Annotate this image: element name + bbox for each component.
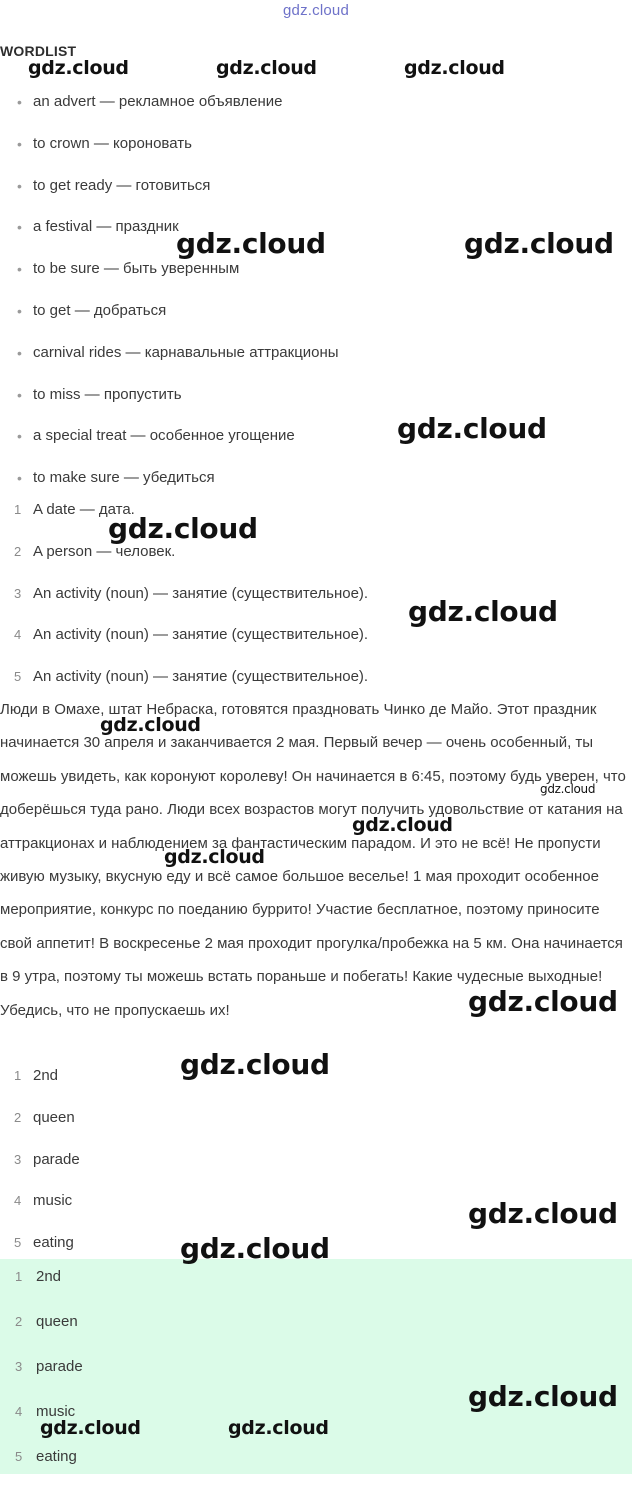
answer-item: 4 music xyxy=(15,1403,76,1420)
watermark: gdz.cloud xyxy=(404,57,505,79)
question-item: 4 An activity (noun) — занятие (существительное). xyxy=(14,626,369,644)
list-item: • to get ready — готовиться xyxy=(0,172,632,214)
list-item: • to crown — короновать xyxy=(0,130,632,172)
list-item: • a special treat — особенное угощение xyxy=(0,422,632,464)
watermark: gdz.cloud xyxy=(164,846,265,868)
watermark: gdz.cloud xyxy=(468,1197,618,1230)
answer-item: 1 2nd xyxy=(14,1067,59,1084)
watermark: gdz.cloud xyxy=(397,412,547,445)
bullet-icon: • xyxy=(17,344,22,361)
bullet-icon: • xyxy=(17,177,22,194)
watermark: gdz.cloud xyxy=(352,814,453,836)
watermark: gdz.cloud xyxy=(108,512,258,545)
watermark: gdz.cloud xyxy=(40,1417,141,1439)
list-item: • to get — добраться xyxy=(0,297,632,339)
list-item: • a festival — праздник xyxy=(0,213,632,255)
watermark: gdz.cloud xyxy=(180,1048,330,1081)
watermark: gdz.cloud xyxy=(180,1232,330,1265)
highlighted-answer-box xyxy=(0,1259,632,1474)
answer-item: 3 parade xyxy=(14,1150,80,1168)
bullet-icon: • xyxy=(17,219,22,236)
watermark: gdz.cloud xyxy=(408,595,558,628)
highlighted-answer-list xyxy=(0,1263,632,1488)
watermark: gdz.cloud xyxy=(468,985,618,1018)
question-item: 2 A person — человек. xyxy=(14,542,176,560)
watermark: gdz.cloud xyxy=(464,227,614,260)
site-logo-link[interactable]: gdz.cloud xyxy=(282,2,349,19)
bullet-icon: • xyxy=(17,386,22,403)
answer-item: 2 queen xyxy=(14,1108,75,1126)
answer-item: 2 queen xyxy=(15,1313,78,1330)
list-item: • an advert — рекламное объявление xyxy=(0,88,632,130)
bullet-icon: • xyxy=(17,94,22,110)
wordlist-heading: WORDLIST xyxy=(0,43,77,59)
list-item: • to miss — пропустить xyxy=(0,381,632,423)
answer-item: 5 eating xyxy=(14,1234,74,1252)
watermark: gdz.cloud xyxy=(216,57,317,79)
list-item: • carnival rides — карнавальные аттракционы xyxy=(0,339,632,381)
bullet-icon: • xyxy=(17,261,22,278)
watermark: gdz.cloud xyxy=(28,57,129,79)
watermark: gdz.cloud xyxy=(176,227,326,260)
answer-item: 4 music xyxy=(14,1192,73,1210)
question-item: 5 An activity (noun) — занятие (существительное). xyxy=(14,668,369,686)
list-item: • to make sure — убедиться xyxy=(0,464,632,506)
translation-paragraph: Люди в Омахе, штат Небраска, готовятся праздновать Чинко де Майо. Этот праздник начинается 30 апреля и заканчивается 2 мая. Первый вечер — очень особенный, ты можешь увидеть, как коронуют королеву! Он начинается в 6:45, поэтому будь уверен, что доберёшься туда рано. Люди всех возрастов могут получить удовольствие от катания на аттракционах и наблюдением за фантастическим парадом. И это не всё! Не пропусти живую музыку, вкусную еду и всё самое большое веселье! 1 мая проходит особенное мероприятие, конкурс по поеданию буррито! Участие бесплатное, поэтому приносите свой аппетит! В воскресенье 2 мая проходит прогулка/пробежка на 5 км. Она начинается в 9 утра, поэтому ты можешь встать пораньше и побегать! Какие чудесные выходные! Убедись, что не пропускаешь их! xyxy=(0,701,626,1019)
bullet-icon: • xyxy=(17,135,22,152)
question-item: 3 An activity (noun) — занятие (существительное). xyxy=(14,584,369,602)
list-item: • to be sure — быть уверенным xyxy=(0,255,632,297)
question-item: 1 A date — дата. xyxy=(14,501,135,518)
bullet-icon: • xyxy=(17,302,22,319)
answer-item: 1 2nd xyxy=(15,1268,62,1285)
answer-item: 5 eating xyxy=(15,1448,77,1465)
bullet-icon: • xyxy=(17,470,22,487)
watermark: gdz.cloud xyxy=(468,1380,618,1413)
bullet-icon: • xyxy=(17,428,22,445)
answer-item: 3 parade xyxy=(15,1358,83,1375)
watermark: gdz.cloud xyxy=(540,782,596,796)
watermark: gdz.cloud xyxy=(100,714,201,736)
watermark: gdz.cloud xyxy=(228,1417,329,1439)
